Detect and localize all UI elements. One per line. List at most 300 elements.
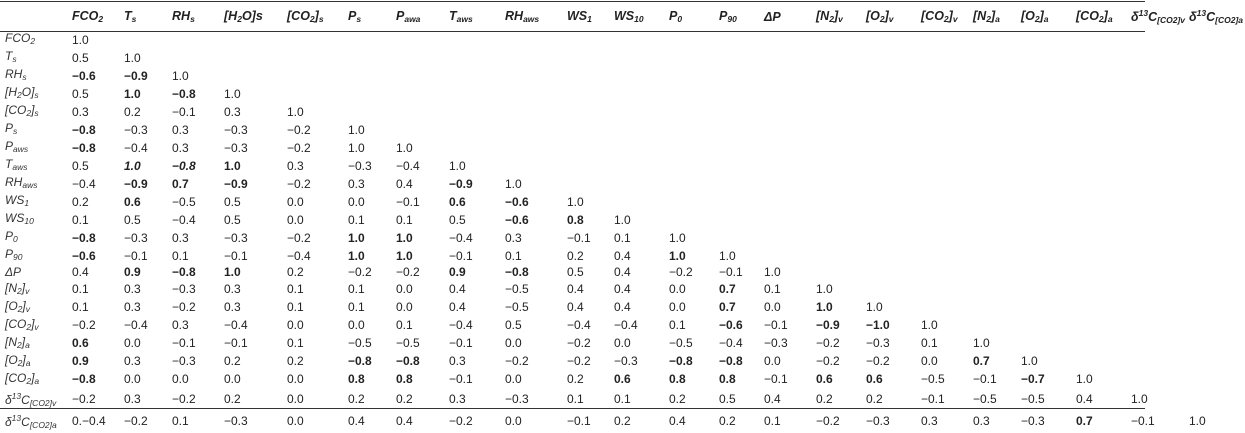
- correlation-value: −0.4: [396, 158, 420, 173]
- empty-cell: [1021, 139, 1076, 157]
- correlation-value: −0.9: [449, 176, 473, 191]
- correlation-value: 1.0: [764, 265, 781, 280]
- correlation-value: −0.5: [172, 194, 196, 209]
- empty-cell: [1189, 157, 1245, 175]
- empty-cell: [973, 317, 1021, 335]
- empty-cell: [816, 157, 866, 175]
- label-tail: ]: [884, 9, 889, 23]
- correlation-value: −0.1: [764, 318, 788, 333]
- table-row: [0, 67, 1245, 85]
- correlation-value: −1.0: [866, 318, 890, 333]
- row-header: [0, 193, 72, 211]
- correlation-value: 1.0: [72, 32, 89, 47]
- empty-cell: [614, 49, 669, 67]
- empty-cell: [816, 211, 866, 229]
- correlation-value: −0.1: [449, 336, 473, 351]
- correlation-value: 0.2: [124, 104, 141, 119]
- correlation-value: 0.4: [567, 300, 584, 315]
- empty-cell: [764, 67, 816, 85]
- empty-cell: [719, 211, 764, 229]
- empty-cell: [1189, 31, 1245, 49]
- correlation-value: −0.4: [172, 212, 196, 227]
- label-base: WS: [5, 211, 25, 225]
- correlation-value: −0.3: [505, 392, 529, 407]
- label-subscript-2: v: [952, 14, 958, 24]
- correlation-value: 0.4: [449, 282, 466, 297]
- label-base: P: [5, 247, 14, 261]
- empty-cell: [764, 229, 816, 247]
- correlation-value: −0.4: [124, 318, 148, 333]
- empty-cell: [1131, 49, 1189, 67]
- correlation-value: 0.6: [124, 194, 141, 209]
- correlation-value: −0.6: [505, 194, 529, 209]
- empty-cell: [505, 85, 567, 103]
- empty-cell: [1189, 317, 1245, 335]
- correlation-value: 0.0: [505, 336, 522, 351]
- empty-cell: [764, 211, 816, 229]
- empty-cell: [866, 229, 921, 247]
- empty-cell: [973, 175, 1021, 193]
- empty-cell: [396, 67, 449, 85]
- correlation-value: 0.1: [396, 318, 413, 333]
- correlation-value: 1.0: [669, 230, 686, 245]
- empty-cell: [1131, 317, 1189, 335]
- empty-cell: [921, 211, 973, 229]
- table-body: [0, 31, 1245, 433]
- row-header: [0, 281, 72, 299]
- empty-cell: [1131, 247, 1189, 265]
- correlation-value: 1.0: [396, 230, 413, 245]
- empty-cell: [1189, 193, 1245, 211]
- empty-cell: [567, 175, 614, 193]
- label-base: [CO: [921, 9, 944, 23]
- correlation-value: 0.1: [921, 336, 938, 351]
- row-header: [0, 353, 72, 371]
- correlation-value: −0.3: [614, 354, 638, 369]
- correlation-value: 1.0: [172, 68, 189, 83]
- correlation-value: 0.1: [172, 414, 189, 429]
- correlation-value: 0.1: [764, 414, 781, 429]
- empty-cell: [669, 211, 719, 229]
- empty-cell: [1189, 247, 1245, 265]
- table-row: [0, 317, 1245, 335]
- label-base: WS: [5, 193, 25, 207]
- empty-cell: [1076, 31, 1131, 49]
- empty-cell: [1131, 265, 1189, 281]
- correlation-value: 0.8: [348, 372, 365, 387]
- empty-cell: [973, 67, 1021, 85]
- correlation-value: 0.1: [348, 300, 365, 315]
- row-header: [0, 411, 72, 433]
- label-tail: ]: [1103, 9, 1108, 23]
- empty-cell: [816, 265, 866, 281]
- table-header-row: [0, 2, 1245, 31]
- empty-cell: [505, 139, 567, 157]
- correlation-value: −0.2: [567, 354, 591, 369]
- empty-cell: [669, 121, 719, 139]
- empty-cell: [921, 49, 973, 67]
- correlation-value: 0.4: [669, 414, 686, 429]
- correlation-value: 0.6: [614, 372, 631, 387]
- label-subscript: 10: [24, 216, 34, 226]
- empty-cell: [921, 31, 973, 49]
- row-header: [0, 139, 72, 157]
- label-subscript: 2: [309, 14, 315, 24]
- correlation-value: −0.2: [567, 336, 591, 351]
- table-row: [0, 175, 1245, 193]
- label-tail: ]: [1039, 9, 1044, 23]
- column-header: [866, 2, 921, 31]
- empty-cell: [505, 31, 567, 49]
- empty-cell: [449, 49, 505, 67]
- correlation-value: 0.7: [973, 354, 990, 369]
- empty-cell: [1076, 353, 1131, 371]
- correlation-value: −0.3: [1021, 414, 1045, 429]
- empty-cell: [973, 193, 1021, 211]
- empty-cell: [348, 103, 396, 121]
- correlation-value: 0.3: [449, 392, 466, 407]
- empty-cell: [567, 157, 614, 175]
- correlation-value: 0.0: [396, 282, 413, 297]
- column-header: [973, 2, 1021, 31]
- correlation-value: 0.0: [224, 372, 241, 387]
- correlation-value: −0.5: [1021, 392, 1045, 407]
- correlation-value: 0.5: [449, 212, 466, 227]
- correlation-value: 0.1: [287, 336, 304, 351]
- correlation-value: 0.3: [973, 414, 990, 429]
- label-tail: ]: [31, 370, 35, 385]
- empty-cell: [1021, 31, 1076, 49]
- label-base: FCO: [5, 31, 31, 45]
- table-row: [0, 281, 1245, 299]
- correlation-value: 0.3: [124, 354, 141, 369]
- correlation-value: 0.1: [348, 212, 365, 227]
- correlation-value: −0.4: [614, 318, 638, 333]
- correlation-value: 0.4: [348, 414, 365, 429]
- correlation-value: 0.4: [396, 414, 413, 429]
- correlation-value: −0.7: [1021, 372, 1045, 387]
- empty-cell: [505, 121, 567, 139]
- correlation-value: 0.5: [224, 212, 241, 227]
- empty-cell: [1131, 139, 1189, 157]
- label-base: P: [669, 9, 678, 23]
- column-header: [816, 2, 866, 31]
- label-subscript: 2: [17, 90, 22, 100]
- correlation-value: 0.7: [719, 300, 736, 315]
- correlation-value: −0.2: [348, 265, 372, 280]
- empty-cell: [1189, 229, 1245, 247]
- label-subscript-2: a: [1043, 14, 1049, 24]
- empty-cell: [816, 103, 866, 121]
- empty-cell: [973, 49, 1021, 67]
- correlation-value: −0.2: [816, 354, 840, 369]
- empty-cell: [921, 139, 973, 157]
- empty-cell: [669, 31, 719, 49]
- column-header: [224, 2, 287, 31]
- table-row: [0, 121, 1245, 139]
- empty-cell: [1076, 247, 1131, 265]
- empty-cell: [816, 229, 866, 247]
- label-base: T: [449, 9, 457, 23]
- correlation-value: 0.0: [764, 300, 781, 315]
- label-subscript: 2: [237, 14, 242, 24]
- correlation-value: −0.3: [224, 140, 248, 155]
- empty-cell: [1189, 175, 1245, 193]
- empty-cell: [1189, 103, 1245, 121]
- empty-cell: [866, 157, 921, 175]
- empty-cell: [287, 49, 348, 67]
- correlation-value: 0.3: [224, 104, 241, 119]
- label-base: FCO: [72, 9, 99, 23]
- label-subscript: 2: [26, 108, 32, 118]
- label-superscript: 13: [1138, 8, 1149, 18]
- label-subscript-2: a: [34, 375, 40, 386]
- label-base: WS: [567, 9, 588, 23]
- correlation-value: −0.2: [449, 414, 473, 429]
- label-base: [O: [5, 352, 18, 367]
- label-subscript: 2: [986, 14, 991, 24]
- empty-cell: [449, 103, 505, 121]
- label-subscript: aws: [13, 144, 29, 154]
- correlation-value: 1.0: [224, 158, 241, 173]
- correlation-value: −0.4: [719, 336, 743, 351]
- empty-cell: [921, 229, 973, 247]
- empty-cell: [614, 85, 669, 103]
- row-header: [0, 247, 72, 265]
- empty-cell: [973, 31, 1021, 49]
- empty-cell: [973, 281, 1021, 299]
- empty-cell: [396, 103, 449, 121]
- label-tail: ]: [833, 9, 839, 23]
- correlation-value: −0.2: [505, 354, 529, 369]
- correlation-value: 0.3: [172, 122, 189, 137]
- correlation-value: 0.5: [72, 158, 89, 173]
- row-header: [0, 389, 72, 411]
- empty-cell: [816, 193, 866, 211]
- correlation-value: 1.0: [1076, 372, 1093, 387]
- empty-cell: [505, 157, 567, 175]
- label-subscript: 90: [13, 252, 23, 262]
- correlation-value: 0.5: [72, 86, 89, 101]
- label-prefix: δ: [1131, 10, 1139, 24]
- label-base: P: [348, 9, 357, 23]
- correlation-value: −0.3: [124, 122, 148, 137]
- correlation-value: 1.0: [669, 248, 686, 263]
- correlation-value: 0.6: [866, 372, 883, 387]
- correlation-value: 0.5: [719, 392, 736, 407]
- correlation-value: −0.1: [567, 230, 591, 245]
- label-tail: ]: [21, 334, 26, 349]
- empty-cell: [719, 31, 764, 49]
- correlation-value: −0.5: [505, 300, 529, 315]
- empty-cell: [449, 67, 505, 85]
- empty-cell: [1021, 281, 1076, 299]
- correlation-value: 0.2: [669, 392, 686, 407]
- correlation-value: 1.0: [816, 300, 833, 315]
- correlation-value: 1.0: [921, 318, 938, 333]
- empty-cell: [1021, 103, 1076, 121]
- empty-cell: [1189, 299, 1245, 317]
- empty-cell: [921, 175, 973, 193]
- correlation-value: 1.0: [973, 336, 990, 351]
- empty-cell: [1076, 67, 1131, 85]
- label-base: C: [1206, 10, 1216, 24]
- correlation-value: 0.−0.4: [72, 414, 106, 429]
- label-subscript: 10: [634, 14, 644, 24]
- empty-cell: [816, 175, 866, 193]
- correlation-value: −0.5: [669, 336, 693, 351]
- row-header: [0, 229, 72, 247]
- column-header: [1189, 2, 1245, 31]
- correlation-value: −0.4: [72, 176, 96, 191]
- label-prefix: δ: [5, 414, 12, 429]
- correlation-matrix-table: [0, 2, 1245, 433]
- label-subscript: 2: [879, 14, 885, 24]
- correlation-value: −0.1: [1131, 414, 1155, 429]
- empty-cell: [1131, 193, 1189, 211]
- table-row: [0, 353, 1245, 371]
- row-header: [0, 31, 72, 49]
- empty-cell: [973, 157, 1021, 175]
- correlation-value: −0.5: [973, 392, 997, 407]
- empty-cell: [1021, 85, 1076, 103]
- empty-cell: [1131, 281, 1189, 299]
- correlation-value: −0.4: [567, 318, 591, 333]
- table-row: [0, 299, 1245, 317]
- empty-cell: [719, 121, 764, 139]
- correlation-value: −0.2: [287, 230, 311, 245]
- empty-cell: [764, 103, 816, 121]
- empty-cell: [1131, 31, 1189, 49]
- correlation-value: 0.5: [124, 212, 141, 227]
- empty-cell: [1076, 211, 1131, 229]
- empty-cell: [1021, 157, 1076, 175]
- label-base: T: [5, 157, 13, 171]
- empty-cell: [1076, 193, 1131, 211]
- table-row: [0, 265, 1245, 281]
- label-base: RH: [5, 175, 23, 189]
- empty-cell: [567, 49, 614, 67]
- empty-cell: [1131, 353, 1189, 371]
- empty-cell: [614, 175, 669, 193]
- empty-cell: [719, 139, 764, 157]
- empty-cell: [669, 85, 719, 103]
- empty-cell: [567, 67, 614, 85]
- correlation-value: −0.6: [72, 248, 96, 263]
- empty-cell: [505, 49, 567, 67]
- label-subscript: 0: [677, 14, 683, 24]
- label-base: [CO: [5, 103, 27, 117]
- empty-cell: [1021, 265, 1076, 281]
- empty-cell: [614, 67, 669, 85]
- correlation-value: 1.0: [449, 158, 466, 173]
- empty-cell: [1021, 211, 1076, 229]
- correlation-value: −0.3: [348, 158, 372, 173]
- label-subscript-2: s: [34, 90, 39, 100]
- label-base: [O: [866, 9, 880, 23]
- empty-cell: [669, 157, 719, 175]
- empty-cell: [567, 103, 614, 121]
- empty-cell: [764, 31, 816, 49]
- empty-cell: [567, 139, 614, 157]
- correlation-value: 1.0: [505, 176, 522, 191]
- empty-cell: [719, 175, 764, 193]
- empty-cell: [973, 229, 1021, 247]
- correlation-value: −0.2: [866, 354, 890, 369]
- correlation-value: 0.3: [172, 318, 189, 333]
- correlation-value: −0.2: [72, 318, 96, 333]
- column-header: [669, 2, 719, 31]
- correlation-value: 0.0: [396, 300, 413, 315]
- label-base: P: [5, 139, 14, 153]
- label-prefix: δ: [1189, 10, 1197, 24]
- empty-cell: [866, 265, 921, 281]
- correlation-value: 0.3: [172, 140, 189, 155]
- label-tail: ]: [22, 352, 26, 367]
- empty-cell: [669, 175, 719, 193]
- empty-cell: [921, 121, 973, 139]
- correlation-value: 0.5: [224, 194, 241, 209]
- correlation-value: 0.4: [1076, 392, 1093, 407]
- empty-cell: [1131, 335, 1189, 353]
- correlation-value: −0.9: [124, 176, 148, 191]
- empty-cell: [1076, 85, 1131, 103]
- table-row: [0, 211, 1245, 229]
- correlation-value: 0.2: [816, 392, 833, 407]
- label-base: P: [5, 229, 14, 243]
- correlation-value: −0.5: [396, 336, 420, 351]
- label-tail: ]: [22, 298, 26, 313]
- empty-cell: [866, 31, 921, 49]
- correlation-value: 0.2: [567, 372, 584, 387]
- correlation-value: 0.4: [764, 392, 781, 407]
- table-row: [0, 193, 1245, 211]
- empty-cell: [816, 247, 866, 265]
- label-subscript-2: v: [34, 321, 39, 332]
- column-header: [72, 2, 124, 31]
- empty-cell: [719, 193, 764, 211]
- empty-cell: [921, 281, 973, 299]
- label-subscript: s: [131, 14, 137, 24]
- empty-cell: [866, 211, 921, 229]
- correlation-value: −0.2: [287, 122, 311, 137]
- label-subscript: 2: [30, 36, 36, 46]
- empty-cell: [348, 49, 396, 67]
- empty-cell: [1189, 67, 1245, 85]
- correlation-value: −0.6: [719, 318, 743, 333]
- correlation-value: 0.0: [921, 354, 938, 369]
- correlation-value: −0.1: [449, 372, 473, 387]
- empty-cell: [1021, 247, 1076, 265]
- correlation-value: 0.3: [224, 282, 241, 297]
- label-subscript-2: a: [995, 14, 1000, 24]
- correlation-value: −0.8: [72, 230, 96, 245]
- empty-cell: [1189, 389, 1245, 411]
- correlation-value: 0.2: [224, 354, 241, 369]
- label-subscript: [CO2]v: [1157, 15, 1186, 25]
- correlation-value: −0.1: [764, 372, 788, 387]
- column-header: [921, 2, 973, 31]
- correlation-value: 0.1: [505, 248, 522, 263]
- correlation-value: −0.2: [816, 336, 840, 351]
- row-header: [0, 265, 72, 281]
- empty-cell: [866, 103, 921, 121]
- empty-cell: [396, 85, 449, 103]
- label-base: P: [396, 9, 405, 23]
- correlation-value: 0.2: [719, 414, 736, 429]
- label-subscript: 1: [24, 198, 30, 208]
- label-base: RH: [172, 9, 191, 23]
